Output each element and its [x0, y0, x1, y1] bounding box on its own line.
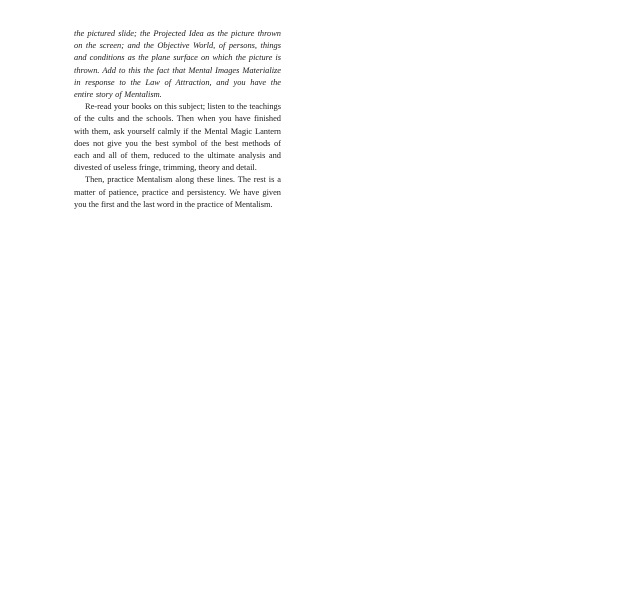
paragraph-2: Re-read your books on this subject; listen to the teachings of the cults and the schools. Then when you have finished with them, ask yourself calmly if the Mental Magic Lantern does not give you the best symbol of the best methods of each and all of them, reduced to the ultimate analysis and divested of useless fringe, trimming, theory and detail. — [74, 102, 281, 173]
paragraph-3: Then, practice Mentalism along these lines. The rest is a matter of patience, practice and persistency. We have given you the first and the last word in the practice of Mentalism. — [74, 175, 281, 209]
paragraph-1: the pictured slide; the Projected Idea as the picture thrown on the screen; and the Objective World, of persons, things and conditions as the plane surface on which the picture is thrown. Add to this the fact that Mental Images Materialize in response to the Law of Attraction, and you have the entire story of Mentalism. — [74, 29, 281, 100]
text-column — [74, 28, 281, 211]
